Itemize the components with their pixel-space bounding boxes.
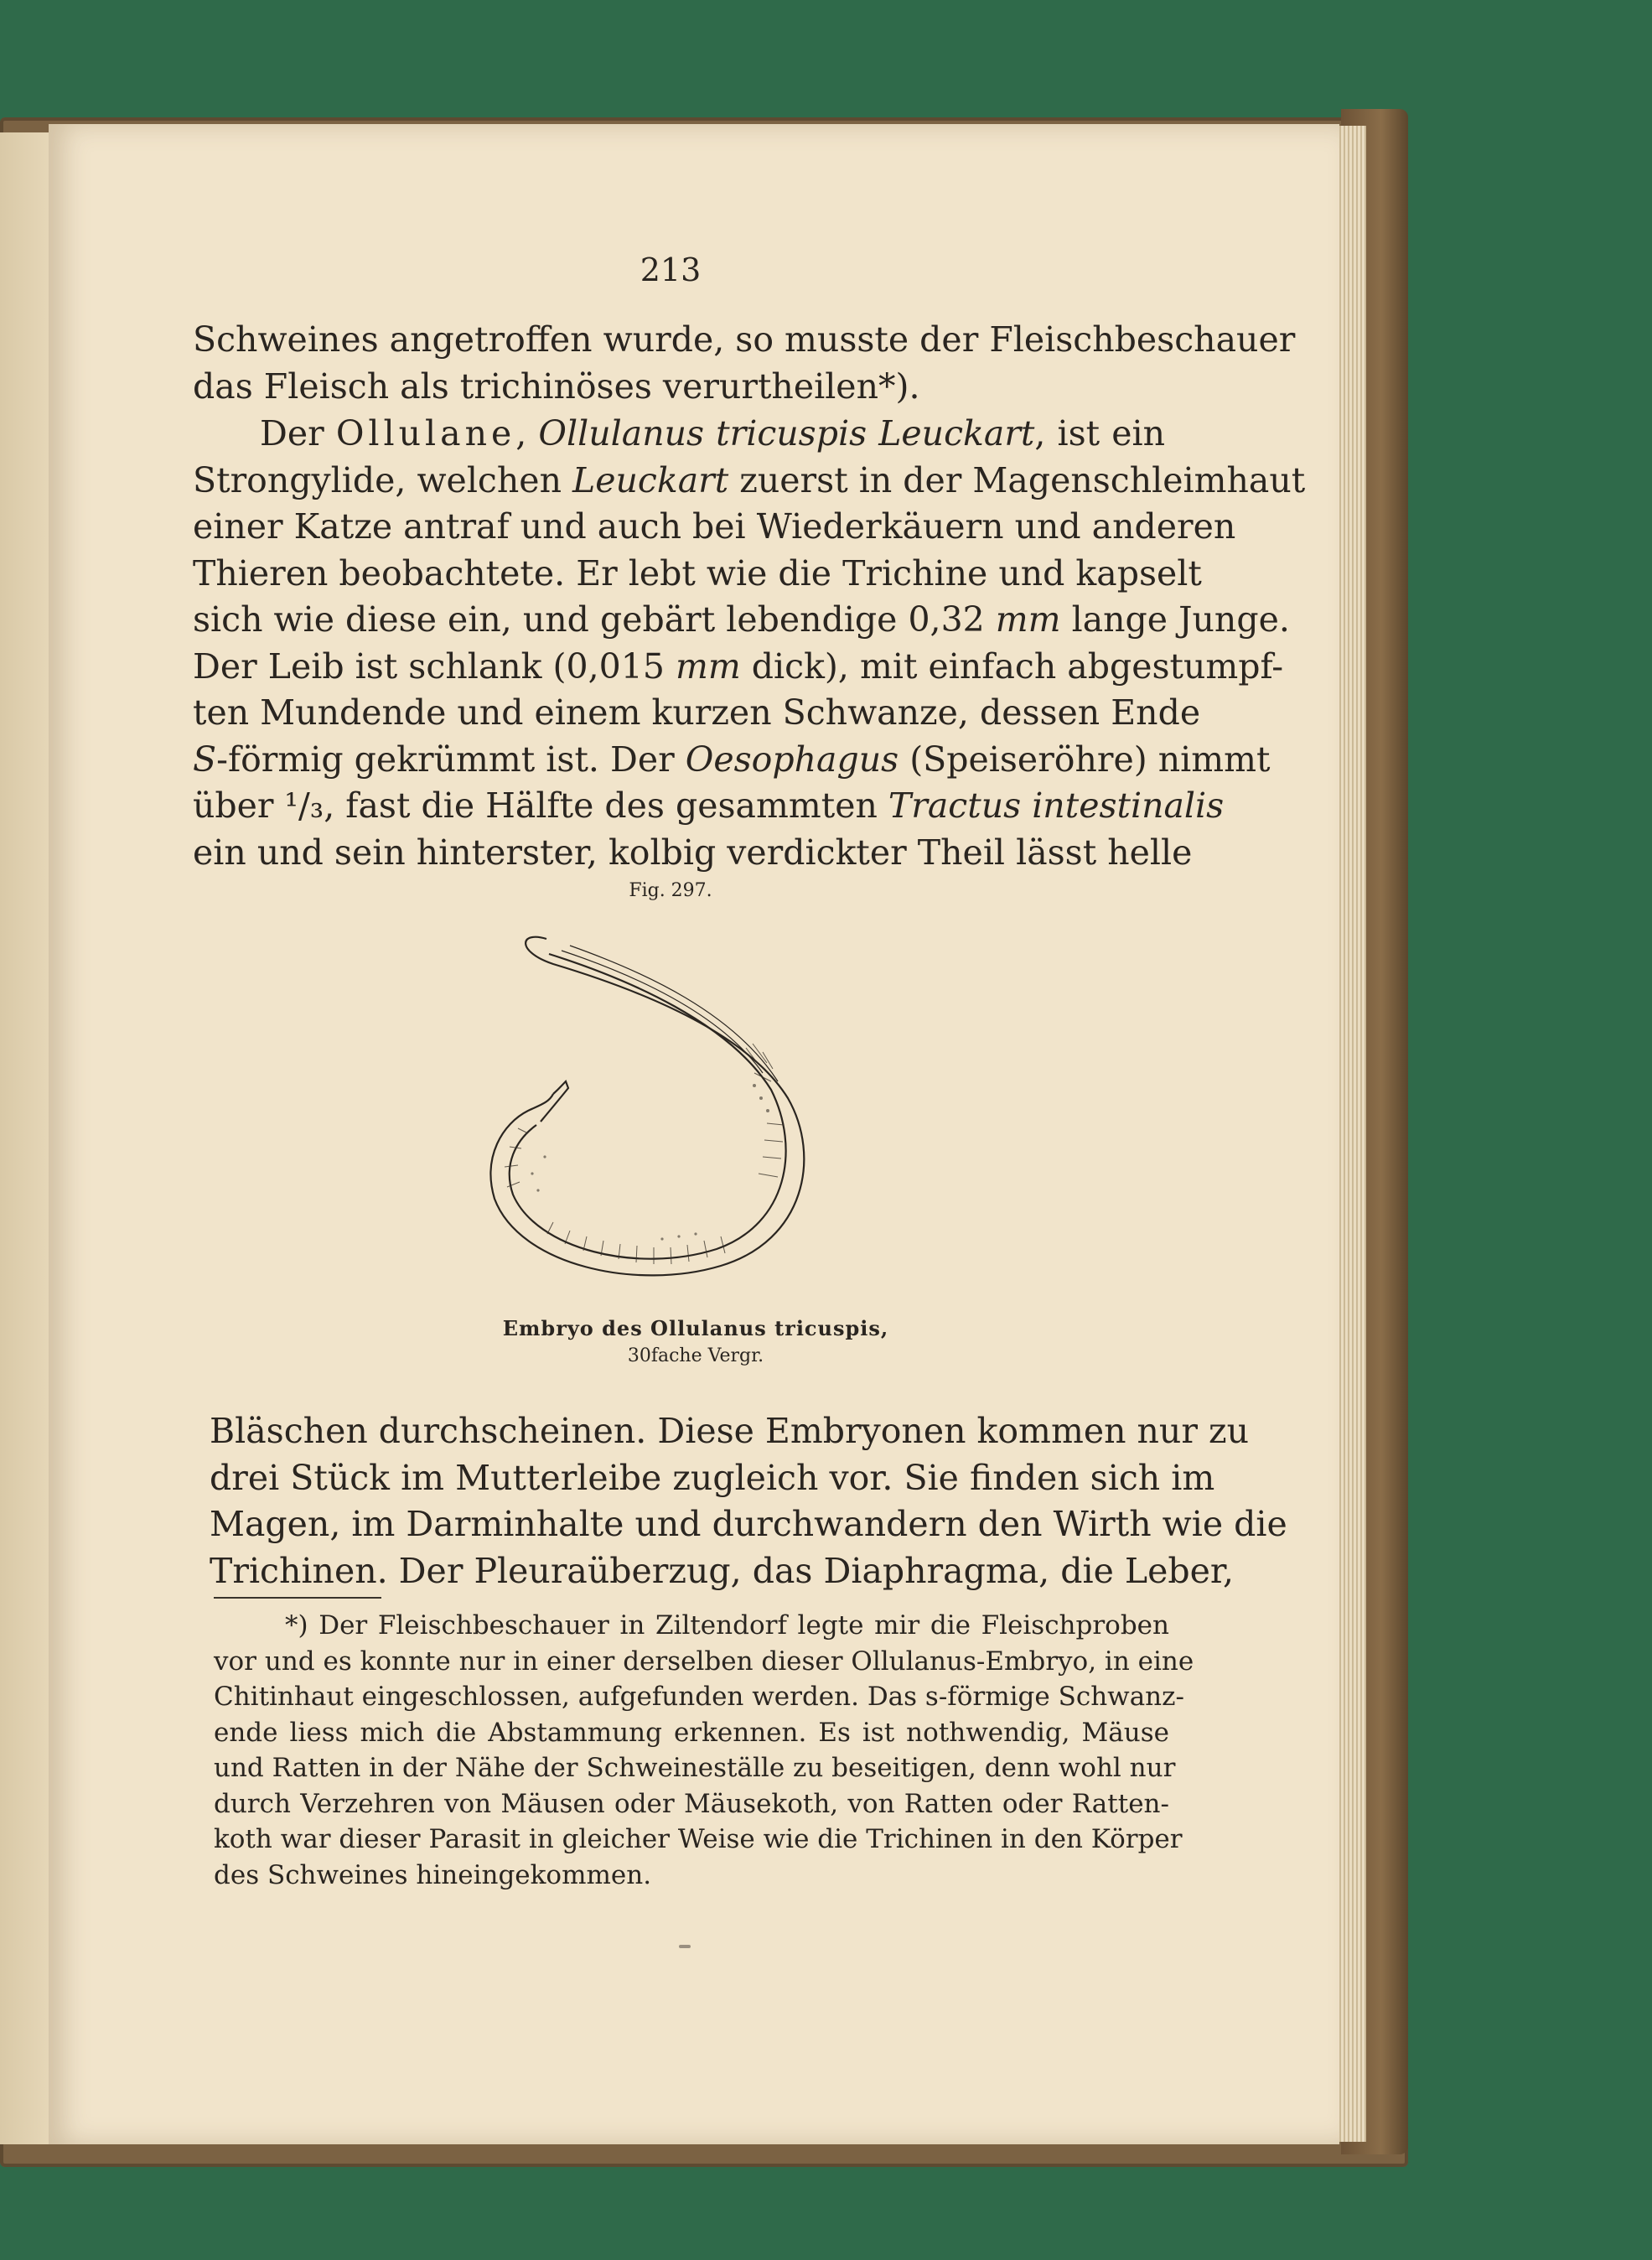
text-line: Trichinen. Der Pleuraüberzug, das Diaphragma, die Leber,	[210, 1550, 1234, 1591]
text-line: über ¹/₃, fast die Hälfte des gesammten Tractus intestinalis	[193, 785, 1225, 826]
species-name-italic: Ollulanus tricuspis Leuckart	[538, 413, 1035, 454]
text-line: Der Ollulane, Ollulanus tricuspis Leuckart, ist ein	[260, 413, 1165, 454]
footnote-line: *) Der Fleischbeschauer in Ziltendorf legte mir die Fleischproben	[285, 1610, 1169, 1641]
text-line: Thieren beobachtete. Er lebt wie die Trichine und kapselt	[193, 552, 1202, 594]
footnote-line: Chitinhaut eingeschlossen, aufgefunden werden. Das s-förmige Schwanz-	[214, 1682, 1184, 1712]
ink-smudge	[679, 1945, 691, 1948]
text-line: Schweines angetroffen wurde, so musste der Fleischbeschauer	[193, 319, 1296, 360]
text-line: Magen, im Darminhalte und durchwandern den Wirth wie die	[210, 1504, 1287, 1544]
text-line: Der Leib ist schlank (0,015 mm dick), mit einfach abgestumpf-	[193, 645, 1284, 687]
footnote-line: ende liess mich die Abstammung erkennen. Es ist nothwendig, Mäuse	[214, 1717, 1169, 1748]
figure-caption-magnification: 30fache Vergr.	[627, 1345, 764, 1366]
text-line: drei Stück im Mutterleibe zugleich vor. Sie finden sich im	[210, 1457, 1215, 1498]
paragraph-3	[210, 1408, 1287, 1594]
footnote-line: koth war dieser Parasit in gleicher Weise wie die Trichinen in den Körper	[214, 1824, 1183, 1854]
figure-caption: Embryo des Ollulanus tricuspis,	[502, 1316, 889, 1340]
text-line: sich wie diese ein, und gebärt lebendige 0,32 mm lange Junge.	[193, 599, 1290, 640]
text-line: Bläschen durchscheinen. Diese Embryonen kommen nur zu	[210, 1411, 1249, 1451]
figure-label: Fig. 297.	[629, 880, 712, 901]
text-line: Strongylide, welchen Leuckart zuerst in der Magenschleimhaut	[193, 459, 1306, 500]
page-number: 213	[640, 251, 702, 288]
text-line: das Fleisch als trichinöses verurtheilen*).	[193, 365, 920, 407]
worm-embryo-illustration	[469, 905, 872, 1299]
species-name-spaced: Ollulane	[335, 413, 516, 454]
footnote-line: durch Verzehren von Mäusen oder Mäusekoth, von Ratten oder Ratten-	[214, 1788, 1169, 1819]
previous-page-edge	[0, 132, 50, 2144]
footnote	[214, 1608, 1194, 1893]
text-line: S-förmig gekrümmt ist. Der Oesophagus (Speiseröhre) nimmt	[193, 739, 1271, 780]
footnote-line: des Schweines hineingekommen.	[214, 1859, 652, 1890]
text-line: ein und sein hinterster, kolbig verdickter Theil lässt helle	[193, 832, 1193, 873]
paragraph-1	[193, 317, 1296, 410]
footnote-rule	[214, 1597, 381, 1599]
text-line: ten Mundende und einem kurzen Schwanze, dessen Ende	[193, 692, 1201, 733]
text-line: einer Katze antraf und auch bei Wiederkäuern und anderen	[193, 506, 1236, 547]
paragraph-2	[193, 411, 1306, 876]
footnote-line: und Ratten in der Nähe der Schweineställe zu beseitigen, denn wohl nur	[214, 1753, 1176, 1783]
footnote-line: vor und es konnte nur in einer derselben dieser Ollulanus-Embryo, in eine	[214, 1646, 1194, 1677]
